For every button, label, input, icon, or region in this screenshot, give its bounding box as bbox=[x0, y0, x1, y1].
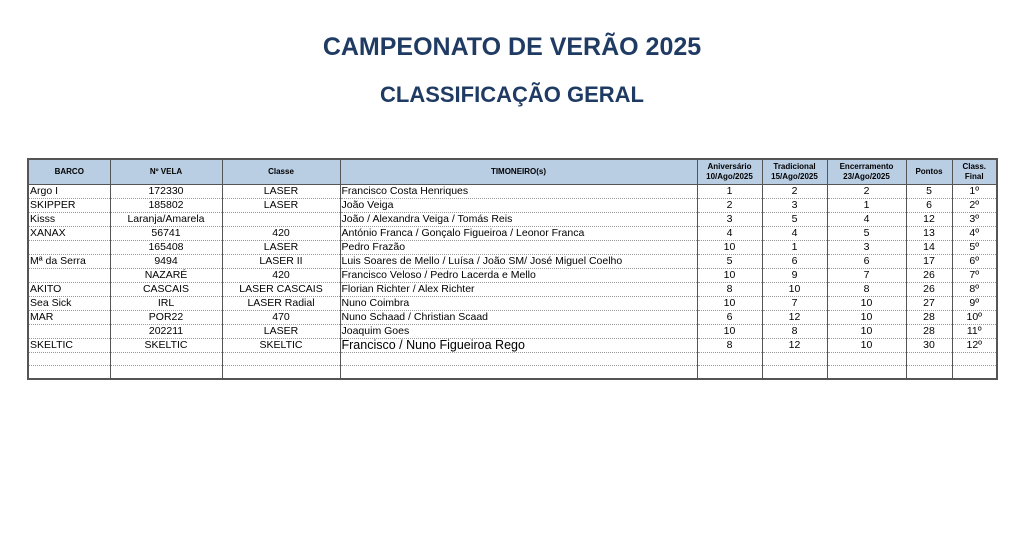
race-1-cell: 8 bbox=[697, 283, 762, 297]
empty-row bbox=[28, 366, 997, 380]
header-final bbox=[952, 159, 997, 185]
sail-cell: 185802 bbox=[110, 199, 222, 213]
header-race-2-name: Tradicional bbox=[773, 162, 816, 171]
sail-cell: Laranja/Amarela bbox=[110, 213, 222, 227]
table-row bbox=[28, 311, 997, 325]
race-1-cell: 10 bbox=[697, 325, 762, 339]
points-cell: 12 bbox=[906, 213, 952, 227]
race-3-cell: 4 bbox=[827, 213, 906, 227]
race-2-cell: 7 bbox=[762, 297, 827, 311]
helm-cell: Florian Richter / Alex Richter bbox=[340, 283, 697, 297]
header-sail: Nº VELA bbox=[110, 159, 222, 185]
points-cell: 5 bbox=[906, 185, 952, 199]
class-cell: 470 bbox=[222, 311, 340, 325]
header-race-1 bbox=[697, 159, 762, 185]
final-cell: 7º bbox=[952, 269, 997, 283]
sail-cell: IRL bbox=[110, 297, 222, 311]
boat-cell: MAR bbox=[28, 311, 110, 325]
sail-cell: 9494 bbox=[110, 255, 222, 269]
final-cell: 6º bbox=[952, 255, 997, 269]
header-race-2-date: 15/Ago/2025 bbox=[771, 172, 818, 181]
header-race-1-date: 10/Ago/2025 bbox=[706, 172, 753, 181]
class-cell: LASER bbox=[222, 185, 340, 199]
race-2-cell: 4 bbox=[762, 227, 827, 241]
helm-cell: Francisco / Nuno Figueiroa Rego bbox=[340, 339, 697, 353]
race-2-cell: 2 bbox=[762, 185, 827, 199]
empty-cell bbox=[222, 353, 340, 366]
race-3-cell: 2 bbox=[827, 185, 906, 199]
final-cell: 4º bbox=[952, 227, 997, 241]
class-cell: LASER Radial bbox=[222, 297, 340, 311]
empty-cell bbox=[827, 366, 906, 380]
race-1-cell: 8 bbox=[697, 339, 762, 353]
helm-cell: Francisco Costa Henriques bbox=[340, 185, 697, 199]
sail-cell: POR22 bbox=[110, 311, 222, 325]
sail-cell: CASCAIS bbox=[110, 283, 222, 297]
helm-cell: Luis Soares de Mello / Luísa / João SM/ José Miguel Coelho bbox=[340, 255, 697, 269]
empty-cell bbox=[762, 366, 827, 380]
race-1-cell: 6 bbox=[697, 311, 762, 325]
race-2-cell: 8 bbox=[762, 325, 827, 339]
final-cell: 3º bbox=[952, 213, 997, 227]
class-cell bbox=[222, 213, 340, 227]
page-subtitle: CLASSIFICAÇÃO GERAL bbox=[380, 82, 644, 107]
final-cell: 10º bbox=[952, 311, 997, 325]
header-helm: TIMONEIRO(s) bbox=[340, 159, 697, 185]
table-row bbox=[28, 283, 997, 297]
header-race-3-name: Encerramento bbox=[839, 162, 894, 171]
header-final-line1: Class. bbox=[962, 162, 987, 171]
empty-cell bbox=[762, 353, 827, 366]
table-row bbox=[28, 297, 997, 311]
boat-cell: Kisss bbox=[28, 213, 110, 227]
points-cell: 27 bbox=[906, 297, 952, 311]
empty-cell bbox=[952, 366, 997, 380]
table-row bbox=[28, 241, 997, 255]
race-3-cell: 5 bbox=[827, 227, 906, 241]
final-cell: 5º bbox=[952, 241, 997, 255]
table-row bbox=[28, 339, 997, 353]
boat-cell bbox=[28, 325, 110, 339]
empty-cell bbox=[110, 366, 222, 380]
race-1-cell: 10 bbox=[697, 269, 762, 283]
sail-cell: SKELTIC bbox=[110, 339, 222, 353]
header-boat: BARCO bbox=[28, 159, 110, 185]
page-title: CAMPEONATO DE VERÃO 2025 bbox=[322, 33, 702, 61]
table-row bbox=[28, 255, 997, 269]
final-cell: 12º bbox=[952, 339, 997, 353]
empty-cell bbox=[906, 353, 952, 366]
empty-cell bbox=[697, 366, 762, 380]
points-cell: 26 bbox=[906, 283, 952, 297]
sail-cell: 202211 bbox=[110, 325, 222, 339]
points-cell: 14 bbox=[906, 241, 952, 255]
empty-cell bbox=[28, 366, 110, 380]
race-1-cell: 2 bbox=[697, 199, 762, 213]
race-3-cell: 10 bbox=[827, 311, 906, 325]
empty-row bbox=[28, 353, 997, 366]
empty-cell bbox=[28, 353, 110, 366]
class-cell: SKELTIC bbox=[222, 339, 340, 353]
helm-cell: Nuno Schaad / Christian Scaad bbox=[340, 311, 697, 325]
boat-cell: SKELTIC bbox=[28, 339, 110, 353]
points-cell: 6 bbox=[906, 199, 952, 213]
points-cell: 26 bbox=[906, 269, 952, 283]
race-2-cell: 1 bbox=[762, 241, 827, 255]
sail-cell: 56741 bbox=[110, 227, 222, 241]
helm-cell: António Franca / Gonçalo Figueiroa / Leonor Franca bbox=[340, 227, 697, 241]
header-final-line2: Final bbox=[964, 172, 984, 181]
table-row bbox=[28, 269, 997, 283]
results-body bbox=[28, 185, 997, 380]
helm-cell: Francisco Veloso / Pedro Lacerda e Mello bbox=[340, 269, 697, 283]
final-cell: 2º bbox=[952, 199, 997, 213]
sail-cell: NAZARÉ bbox=[110, 269, 222, 283]
class-cell: 420 bbox=[222, 227, 340, 241]
boat-cell: SKIPPER bbox=[28, 199, 110, 213]
race-3-cell: 10 bbox=[827, 339, 906, 353]
results-table bbox=[27, 158, 998, 380]
points-cell: 13 bbox=[906, 227, 952, 241]
race-3-cell: 3 bbox=[827, 241, 906, 255]
race-2-cell: 5 bbox=[762, 213, 827, 227]
class-cell: LASER II bbox=[222, 255, 340, 269]
race-1-cell: 10 bbox=[697, 241, 762, 255]
sail-cell: 172330 bbox=[110, 185, 222, 199]
race-2-cell: 12 bbox=[762, 339, 827, 353]
header-race-1-name: Aniversário bbox=[707, 162, 752, 171]
race-3-cell: 7 bbox=[827, 269, 906, 283]
header-race-3 bbox=[827, 159, 906, 185]
header-row bbox=[28, 159, 997, 185]
table-row bbox=[28, 185, 997, 199]
table-row bbox=[28, 325, 997, 339]
sail-cell: 165408 bbox=[110, 241, 222, 255]
helm-cell: João / Alexandra Veiga / Tomás Reis bbox=[340, 213, 697, 227]
table-row bbox=[28, 213, 997, 227]
table-row bbox=[28, 199, 997, 213]
race-3-cell: 8 bbox=[827, 283, 906, 297]
race-1-cell: 4 bbox=[697, 227, 762, 241]
table-row bbox=[28, 227, 997, 241]
race-1-cell: 1 bbox=[697, 185, 762, 199]
class-cell: LASER bbox=[222, 325, 340, 339]
race-3-cell: 10 bbox=[827, 325, 906, 339]
race-3-cell: 6 bbox=[827, 255, 906, 269]
final-cell: 8º bbox=[952, 283, 997, 297]
empty-cell bbox=[906, 366, 952, 380]
points-cell: 30 bbox=[906, 339, 952, 353]
header-points: Pontos bbox=[906, 159, 952, 185]
boat-cell: Sea Sick bbox=[28, 297, 110, 311]
points-cell: 28 bbox=[906, 311, 952, 325]
final-cell: 11º bbox=[952, 325, 997, 339]
final-cell: 1º bbox=[952, 185, 997, 199]
race-1-cell: 5 bbox=[697, 255, 762, 269]
helm-cell: Joaquim Goes bbox=[340, 325, 697, 339]
race-2-cell: 3 bbox=[762, 199, 827, 213]
race-2-cell: 12 bbox=[762, 311, 827, 325]
race-3-cell: 10 bbox=[827, 297, 906, 311]
points-cell: 28 bbox=[906, 325, 952, 339]
empty-cell bbox=[697, 353, 762, 366]
race-2-cell: 9 bbox=[762, 269, 827, 283]
helm-cell: Pedro Frazão bbox=[340, 241, 697, 255]
empty-cell bbox=[340, 353, 697, 366]
race-3-cell: 1 bbox=[827, 199, 906, 213]
empty-cell bbox=[952, 353, 997, 366]
boat-cell: Argo I bbox=[28, 185, 110, 199]
race-2-cell: 6 bbox=[762, 255, 827, 269]
race-2-cell: 10 bbox=[762, 283, 827, 297]
boat-cell bbox=[28, 241, 110, 255]
boat-cell: Mª da Serra bbox=[28, 255, 110, 269]
class-cell: LASER bbox=[222, 241, 340, 255]
final-cell: 9º bbox=[952, 297, 997, 311]
race-1-cell: 3 bbox=[697, 213, 762, 227]
boat-cell: XANAX bbox=[28, 227, 110, 241]
class-cell: LASER CASCAIS bbox=[222, 283, 340, 297]
empty-cell bbox=[110, 353, 222, 366]
points-cell: 17 bbox=[906, 255, 952, 269]
boat-cell: AKITO bbox=[28, 283, 110, 297]
empty-cell bbox=[222, 366, 340, 380]
helm-cell: Nuno Coimbra bbox=[340, 297, 697, 311]
empty-cell bbox=[340, 366, 697, 380]
class-cell: LASER bbox=[222, 199, 340, 213]
header-race-2 bbox=[762, 159, 827, 185]
boat-cell bbox=[28, 269, 110, 283]
race-1-cell: 10 bbox=[697, 297, 762, 311]
class-cell: 420 bbox=[222, 269, 340, 283]
header-race-3-date: 23/Ago/2025 bbox=[843, 172, 890, 181]
helm-cell: João Veiga bbox=[340, 199, 697, 213]
header-class: Classe bbox=[222, 159, 340, 185]
empty-cell bbox=[827, 353, 906, 366]
